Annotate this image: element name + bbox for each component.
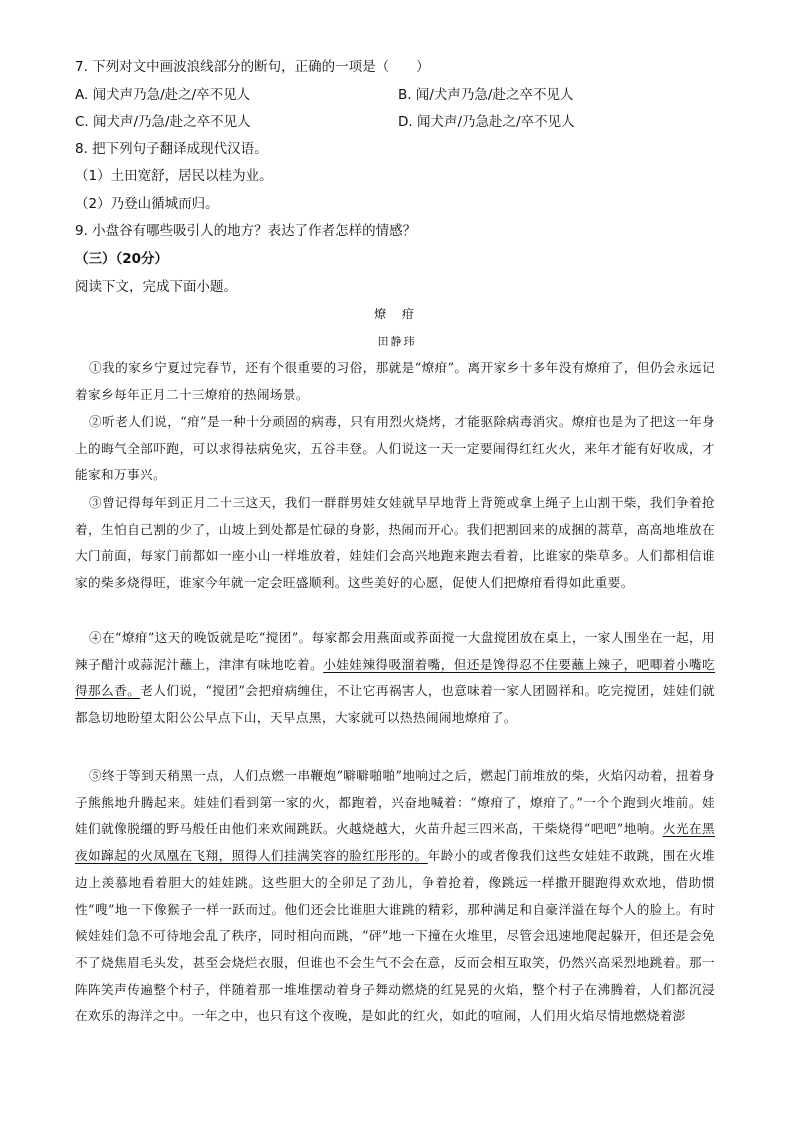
section-heading: （三）（20分）: [75, 251, 169, 267]
option-c: C. 闻犬声/乃急/赴之卒不见人: [75, 114, 251, 130]
paragraph-5: ⑤终于等到天稍黑一点，人们点燃一串鞭炮“噼噼啪啪”地响过之后，燃起门前堆放的柴，火焰闪动着，扭着身子熊熊地升腾起来。娃娃们看到第一家的火，都跑着，兴奋地喊着：“燎疳了，燎疳了。”一个个跑到火堆前。娃娃们就像脱缰的野马般任由他们来欢闹跳跃。火越烧越大，火苗升起三四米高，干柴烧得“吧吧”地响。火光在黑夜如蹿起的火凤凰在飞翔，照得人们挂满笑容的脸红彤彤的。年龄小的或者像我们这些女娃娃不敢跳，围在火堆边上羡慕地看着胆大的娃娃跳。这些胆大的全卯足了劲儿，争着抢着，像跳远一样撒开腿跑得欢欢地，借助惯性“嗖”地一下像猴子一样一跃而过。他们还会比谁胆大谁跳的精彩，那种满足和自豪洋溢在每个人的脸上。有时候娃娃们急不可待地会乱了秩序，同时相向而跳，“砰”地一下撞在火堆里，尽管会迅速地爬起躲开，但还是会免不了烧焦眉毛头发，甚至会烧烂衣服，但谁也不会生气不会在意，反而会相互取笑，仍然兴高采烈地跳着。那一阵阵笑声传遍整个村子，伴随着那一堆堆摆动着身子舞动燃烧的红晃晃的火焰，整个村子在沸腾着，人们都沉浸在欢乐的海洋之中。一年之中，也只有这个夜晚，是如此的红火，如此的喧闹，人们用火焰尽情地燃烧着澎: [75, 768, 715, 1024]
underlined-sentence-2: 火光在黑夜如蹿起的火凤凰在飞翔，照得人们挂满笑容的脸红彤彤的。: [75, 821, 715, 864]
question-7: 7. 下列对文中画波浪线部分的断句，正确的一项是（ ）: [75, 59, 430, 75]
paragraph-4: ④在“燎疳”这天的晚饭就是吃“搅团”。每家都会用燕面或荞面搅一大盘搅团放在桌上，一家人围坐在一起，用辣子醋汁或蒜泥汁蘸上，津津有味地吃着。小娃娃辣得吸溜着嘴，但还是馋得忍不住要蘸上辣子，吧唧着小嘴吃得那么香。老人们说，“搅团”会把疳病缠住，不让它再祸害人，也意味着一家人团圆祥和。吃完搅团，娃娃们就都急切地盼望太阳公公早点下山，天早点黑，大家就可以热热闹闹地燎疳了。: [75, 630, 716, 726]
article-title: 燎 疳: [374, 307, 420, 321]
paragraph-2: ②听老人们说，“疳”是一种十分顽固的病毒，只有用烈火烧烤，才能驱除病毒消灾。燎疳也是为了把这一年身上的晦气全部吓跑，可以求得祛病免灾，五谷丰登。人们说这一天一定要闹得红红火火，来年才能有好收成，才能家和万事兴。: [75, 414, 715, 483]
underlined-sentence-1: 小娃娃辣得吸溜着嘴，但还是馋得忍不住要蘸上辣子，吧唧着小嘴吃得那么香。: [75, 656, 715, 699]
option-b: B. 闻/犬声乃急/赴之卒不见人: [398, 87, 574, 103]
question-8: 8. 把下列句子翻译成现代汉语。: [75, 141, 268, 157]
article-author: 田静玮: [377, 335, 417, 348]
option-d: D. 闻犬声/乃急赴之/卒不见人: [398, 114, 575, 130]
question-9: 9. 小盘谷有哪些吸引人的地方？表达了作者怎样的情感？: [75, 223, 417, 239]
option-a: A. 闻犬声乃急/赴之/卒不见人: [75, 87, 251, 103]
paragraph-1: ①我的家乡宁夏过完春节，还有个很重要的习俗，那就是“燎疳”。离开家乡十多年没有燎疳了，但仍会永远记着家乡每年正月二十三燎疳的热闹场景。: [75, 360, 715, 402]
paragraph-3: ③曾记得每年到正月二十三这天，我们一群群男娃女娃就早早地背上背篼或拿上绳子上山割干柴，我们争着抢着，生怕自己割的少了，山坡上到处都是忙碌的身影，热闹而开心。我们把割回来的成捆的蒿草，高高地堆放在大门前面，每家门前都如一座小山一样堆放着，娃娃们会高兴地跑来跑去看着，比谁家的柴草多。人们都相信谁家的柴多烧得旺，谁家今年就一定会旺盛顺利。这些美好的心愿，促使人们把燎疳看得如此重要。: [75, 495, 715, 591]
section-instruction: 阅读下文，完成下面小题。: [75, 279, 237, 295]
question-8-item-2: （2）乃登山循城而归。: [75, 196, 219, 212]
question-8-item-1: （1）土田宽舒，居民以桂为业。: [75, 168, 273, 184]
